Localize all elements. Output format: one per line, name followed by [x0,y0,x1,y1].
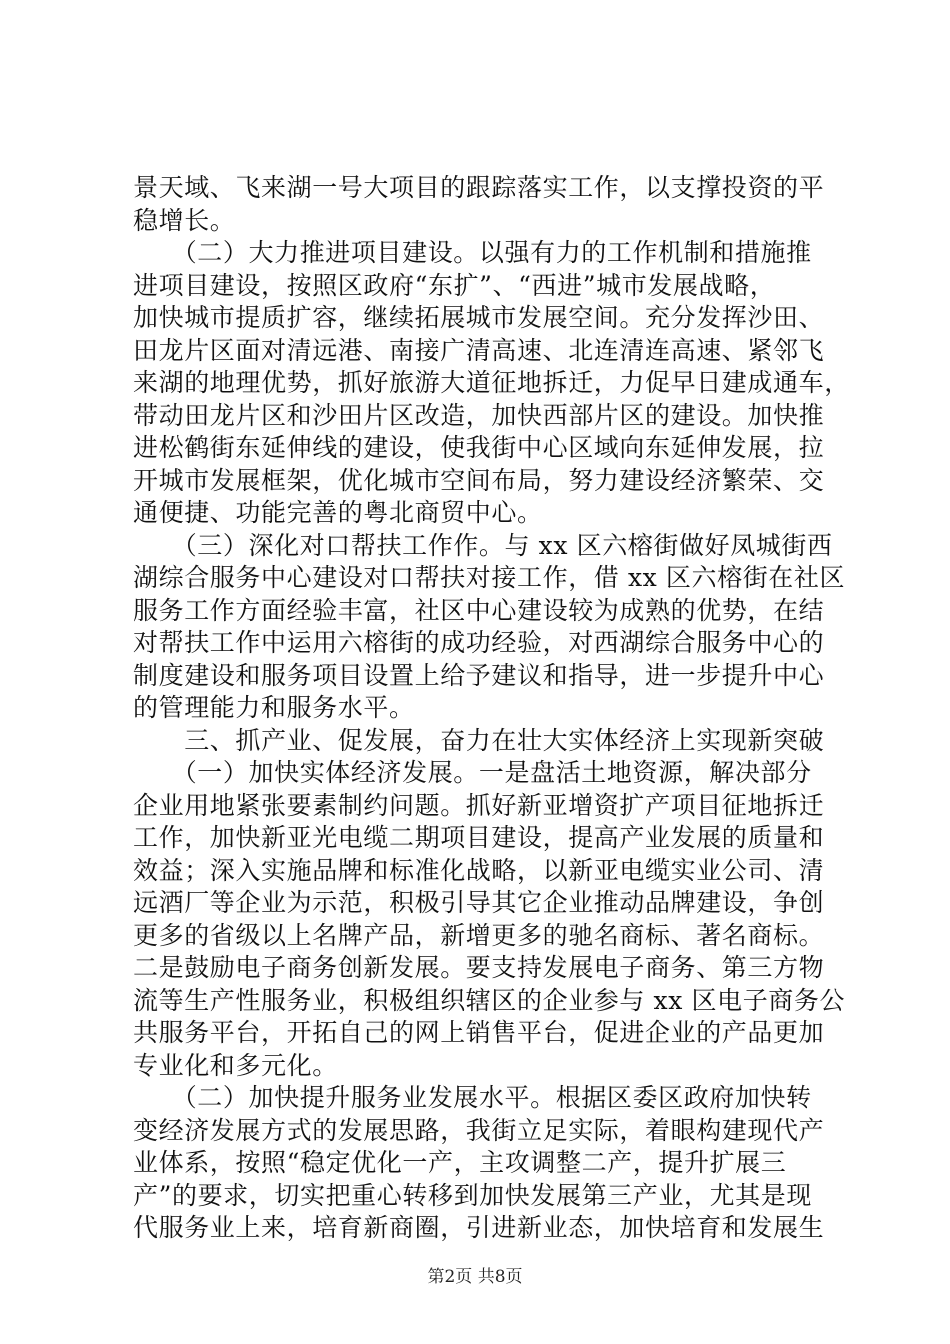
text-line: 产”的要求，切实把重心转移到加快发展第三产业，尤其是现 [133,1180,812,1210]
text-line: 工作，加快新亚光电缆二期项目建设，提高产业发展的质量和 [133,823,825,852]
text-line: 制度建设和服务项目设置上给予建议和指导，进一步提升中心 [133,660,825,690]
text-line: 变经济发展方式的发展思路，我街立足实际，着眼构建现代产 [133,1115,825,1145]
text-line: 进松鹤街东延伸线的建设，使我街中心区域向东延伸发展，拉 [133,433,825,462]
text-line: 远酒厂等企业为示范，积极引导其它企业推动品牌建设，争创 [133,888,825,917]
text-line: 田龙片区面对清远港、南接广清高速、北连清连高速、紧邻飞 [133,335,825,365]
text-line: 的管理能力和服务水平。 [133,693,415,722]
text-line: 开城市发展框架，优化城市空间布局，努力建设经济繁荣、交 [133,465,825,495]
text-line: 加快城市提质扩容，继续拓展城市发展空间。充分发挥沙田、 [133,303,825,332]
page-number-footer: 第2页 共8页 [427,1267,523,1287]
text-line: 更多的省级以上名牌产品，新增更多的驰名商标、著名商标。 [133,920,825,950]
text-line: 景天域、飞来湖一号大项目的跟踪落实工作，以支撑投资的平 [133,173,825,202]
text-line: 进项目建设，按照区政府“东扩”、“西进”城市发展战略， [133,270,776,300]
text-line: 湖综合服务中心建设对口帮扶对接工作，借 xx 区六榕街在社区 [133,563,846,592]
text-line: 专业化和多元化。 [133,1050,338,1080]
text-line: 二是鼓励电子商务创新发展。要支持发展电子商务、第三方物 [133,953,825,982]
text-line: 对帮扶工作中运用六榕街的成功经验，对西湖综合服务中心的 [133,628,825,657]
text-line: 稳增长。 [133,205,236,235]
text-line: （一）加快实体经济发展。一是盘活土地资源，解决部分 [133,758,812,787]
text-line: 代服务业上来，培育新商圈，引进新业态，加快培育和发展生 [133,1213,825,1242]
text-line: 业体系，按照“稳定优化一产，主攻调整二产，提升扩展三 [133,1148,787,1177]
text-line: （三）深化对口帮扶工作作。与 xx 区六榕街做好凤城街西 [133,530,833,560]
text-line: （二）大力推进项目建设。以强有力的工作机制和措施推 [133,238,812,267]
text-line: 来湖的地理优势，抓好旅游大道征地拆迁，力促早日建成通车， [133,368,850,397]
text-line: 流等生产性服务业，积极组织辖区的企业参与 xx 区电子商务公 [133,985,846,1015]
text-line: 服务工作方面经验丰富，社区中心建设较为成熟的优势，在结 [133,595,825,625]
text-line: 企业用地紧张要素制约问题。抓好新亚增资扩产项目征地拆迁 [133,790,825,820]
text-line: 效益；深入实施品牌和标准化战略，以新亚电缆实业公司、清 [133,855,825,885]
section-heading: 三、抓产业、促发展，奋力在壮大实体经济上实现新突破 [133,725,825,755]
text-line: 共服务平台，开拓自己的网上销售平台，促进企业的产品更加 [133,1018,825,1047]
text-line: 带动田龙片区和沙田片区改造，加快西部片区的建设。加快推 [133,400,825,430]
text-line: （二）加快提升服务业发展水平。根据区委区政府加快转 [133,1083,812,1112]
text-line: 通便捷、功能完善的粤北商贸中心。 [133,498,543,527]
document-body [133,172,850,1245]
